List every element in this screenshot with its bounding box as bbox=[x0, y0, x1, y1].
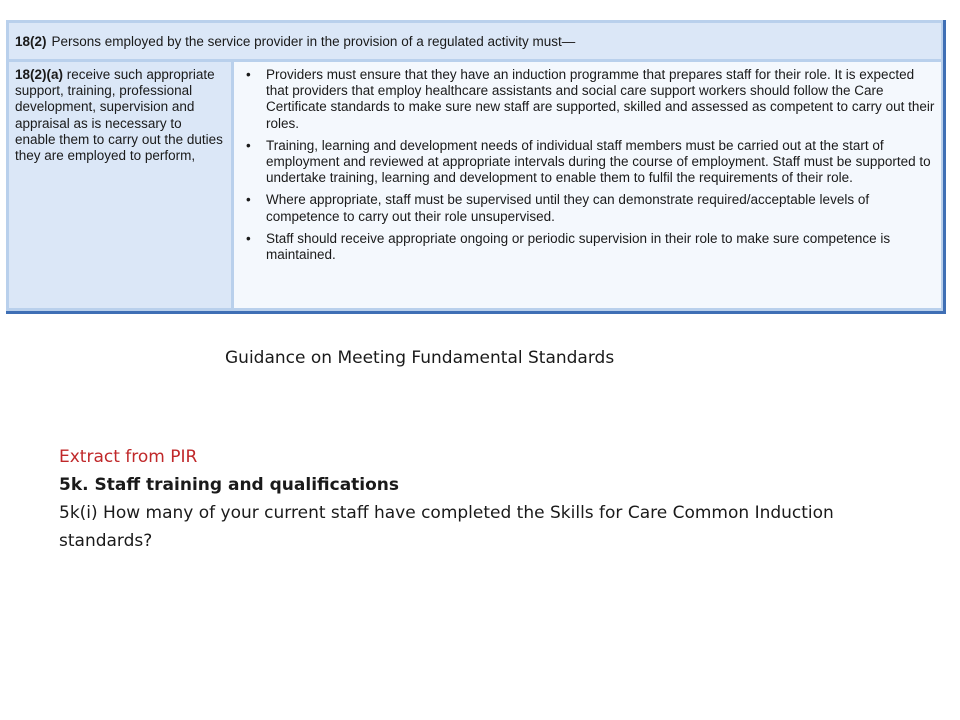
guidance-cell bbox=[234, 62, 941, 308]
list-item bbox=[240, 138, 935, 187]
guidance-point-text: Providers must ensure that they have an induction programme that prepares staff for their role. It is expected that providers that employ healthcare assistants and social care support workers should follow the Care Certificate standards to make sure new staff are supported, skilled and assessed as competent to carry out their roles. bbox=[266, 67, 935, 131]
regulation-text: receive such appropriate support, training, professional development, supervision and appraisal as is necessary to enable them to carry out the duties they are employed to perform, bbox=[15, 67, 223, 164]
table-header-row bbox=[9, 23, 941, 59]
pir-extract bbox=[59, 443, 879, 555]
list-item bbox=[240, 67, 935, 132]
regulation-cell bbox=[9, 62, 231, 308]
header-text: Persons employed by the service provider in the provision of a regulated activity must— bbox=[51, 33, 576, 49]
question-text: 5k(i) How many of your current staff have completed the Skills for Care Common Induction standards? bbox=[59, 503, 834, 551]
bullet-icon: • bbox=[246, 137, 251, 153]
regulation-table bbox=[6, 20, 946, 314]
guidance-point-text: Training, learning and development needs of individual staff members must be carried out at the start of employment and reviewed at appropriate intervals during the course of employment. Staff must be supported to undertake training, learning and development to enable them to fulfil the requirements of their role. bbox=[266, 137, 931, 186]
section-heading: 5k. Staff training and qualifications bbox=[59, 475, 400, 495]
guidance-point-text: Where appropriate, staff must be supervised until they can demonstrate required/acceptable levels of competence to carry out their role unsupervised. bbox=[266, 192, 870, 224]
regulation-reference: 18(2)(a) bbox=[15, 67, 64, 82]
bullet-icon: • bbox=[246, 67, 251, 82]
header-reference: 18(2) bbox=[15, 33, 47, 49]
bullet-icon: • bbox=[246, 230, 251, 246]
extract-title: Extract from PIR bbox=[59, 447, 198, 467]
guidance-point-text: Staff should receive appropriate ongoing or periodic supervision in their role to make sure competence is maintained. bbox=[266, 230, 891, 263]
list-item bbox=[240, 231, 935, 263]
bullet-icon: • bbox=[246, 192, 251, 208]
guidance-list bbox=[240, 67, 935, 263]
image-caption: Guidance on Meeting Fundamental Standards bbox=[225, 348, 615, 368]
list-item bbox=[240, 192, 935, 224]
